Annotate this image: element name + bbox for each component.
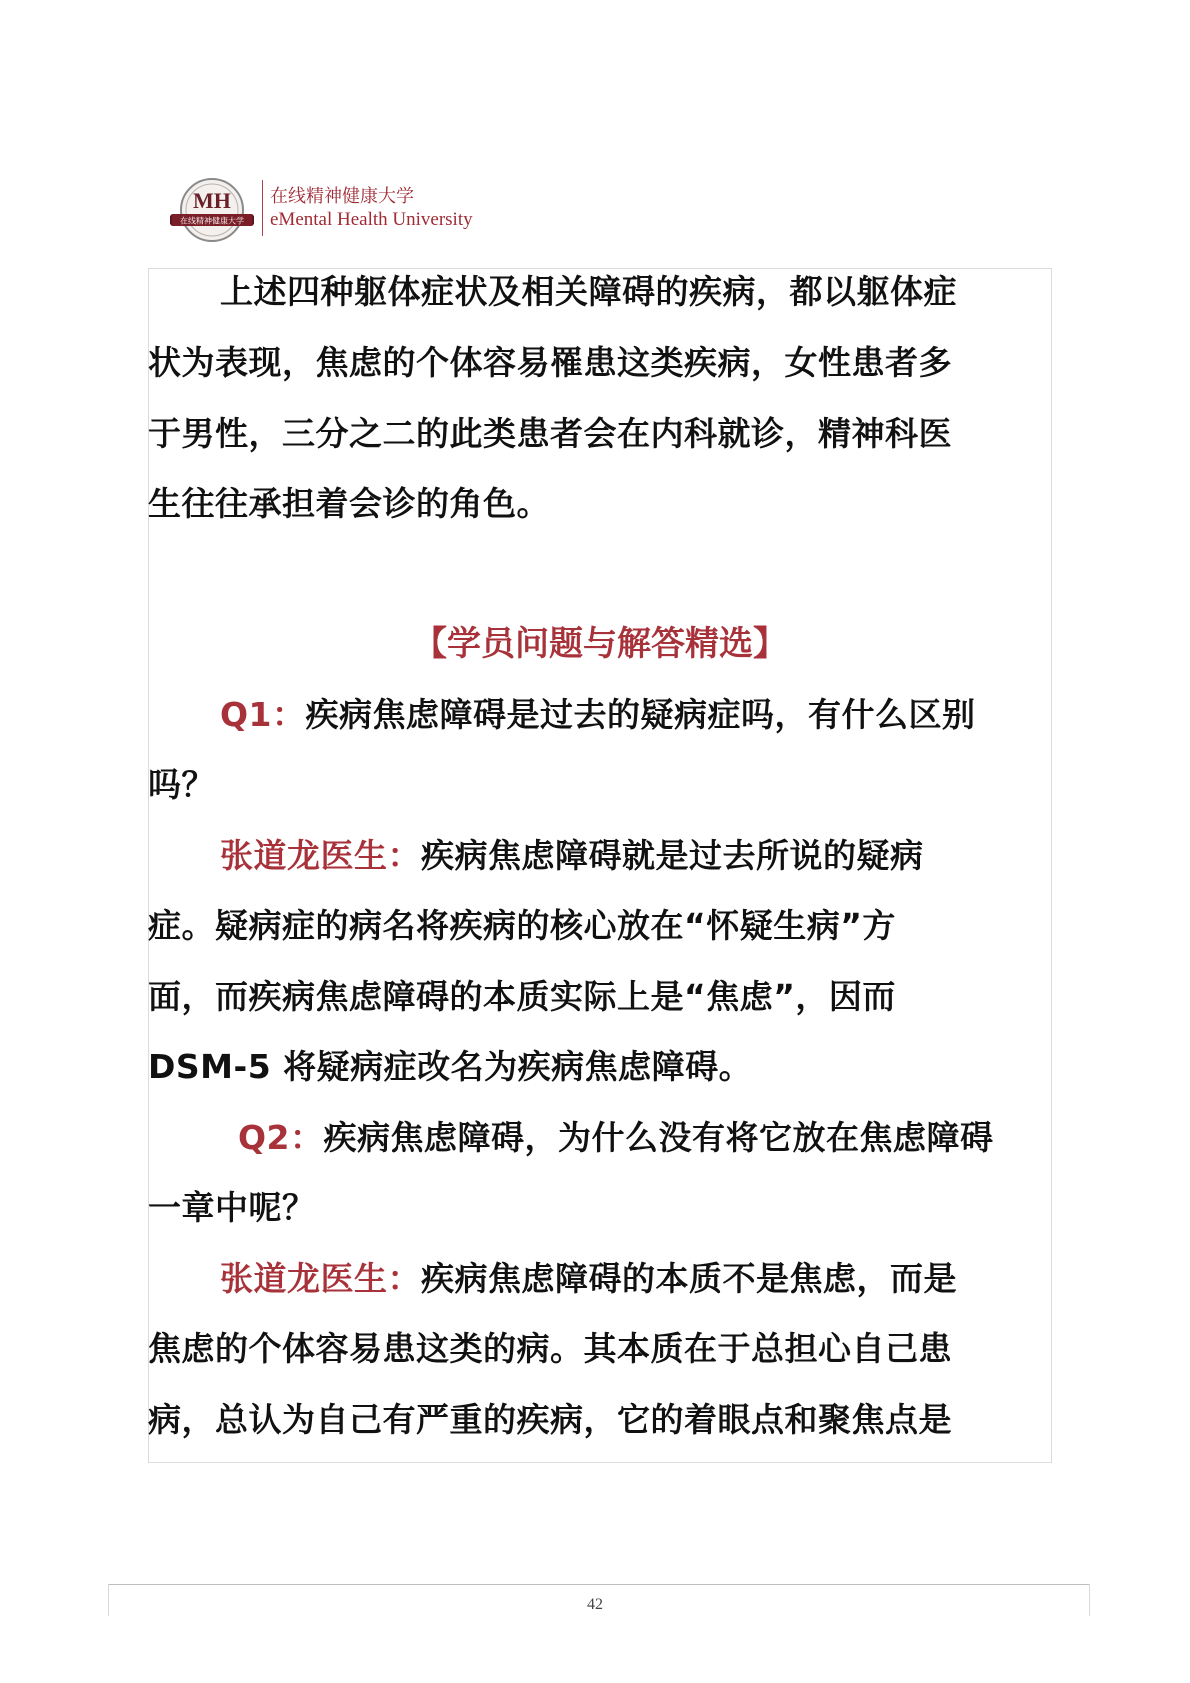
answer-1-text-1: 疾病焦虑障碍就是过去所说的疑病 (421, 836, 924, 875)
question-2-line-1 (238, 1118, 994, 1158)
question-1-line-1 (220, 695, 976, 735)
question-2-text-1: 疾病焦虑障碍，为什么没有将它放在焦虑障碍 (323, 1118, 994, 1157)
footer-rule (108, 1584, 1090, 1585)
paragraph-1-line-1: 上述四种躯体症状及相关障碍的疾病，都以躯体症 (220, 272, 957, 311)
answer-2-line-2: 焦虑的个体容易患这类的病。其本质在于总担心自己患 (148, 1329, 952, 1368)
logo-name-cn: 在线精神健康大学 (270, 186, 414, 207)
paragraph-1-line-4: 生往往承担着会诊的角色。 (148, 484, 550, 523)
university-logo (170, 176, 500, 246)
answer-2-line-3: 病，总认为自己有严重的疾病，它的着眼点和聚焦点是 (148, 1400, 952, 1439)
paragraph-1-line-3: 于男性，三分之二的此类患者会在内科就诊，精神科医 (148, 414, 952, 453)
answer-2-line-1 (220, 1259, 957, 1299)
answer-1-line-1 (220, 836, 924, 876)
question-1-line-2: 吗？ (148, 765, 215, 804)
answer-2-label: 张道龙医生： (220, 1259, 421, 1298)
mh-seal-icon (170, 176, 254, 246)
answer-1-line-2: 症。疑病症的病名将疾病的核心放在“怀疑生病”方 (148, 906, 896, 945)
question-1-label: Q1： (220, 695, 306, 734)
logo-name-en: eMental Health University (270, 209, 473, 230)
answer-1-label: 张道龙医生： (220, 836, 421, 875)
page-number: 42 (587, 1596, 603, 1613)
question-2-label: Q2： (238, 1118, 324, 1157)
question-1-text-1: 疾病焦虑障碍是过去的疑病症吗，有什么区别 (305, 695, 976, 734)
paragraph-1-line-2: 状为表现，焦虑的个体容易罹患这类疾病，女性患者多 (148, 343, 952, 382)
section-title: 【学员问题与解答精选】 (413, 624, 787, 664)
answer-1-line-3: 面，而疾病焦虑障碍的本质实际上是“焦虑”，因而 (148, 977, 896, 1016)
logo-mark: MH (193, 188, 231, 213)
answer-1-line-4: DSM-5 将疑病症改名为疾病焦虑障碍。 (148, 1047, 753, 1086)
logo-ring-text: 在线精神健康大学 (180, 216, 244, 226)
answer-2-text-1: 疾病焦虑障碍的本质不是焦虑，而是 (421, 1259, 957, 1298)
logo-divider (262, 180, 263, 236)
question-2-line-2: 一章中呢？ (148, 1188, 316, 1227)
